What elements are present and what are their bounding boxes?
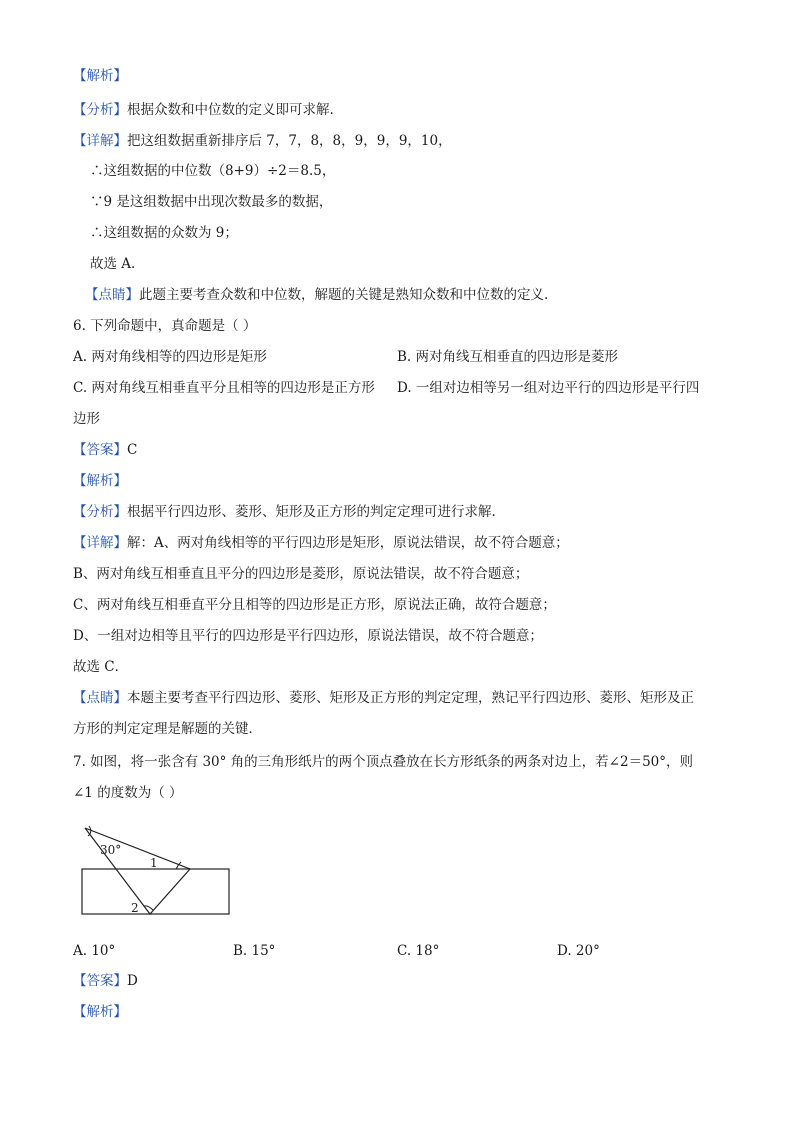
q7-option-d: D. 20°	[557, 943, 600, 959]
q5-step-1: ∴这组数据的中位数（8+9）÷2＝8.5，	[90, 163, 336, 179]
q7-answer-value: D	[127, 973, 138, 989]
q6-choose: 故选 C．	[73, 659, 129, 675]
q6-answer-tag: 【答案】	[73, 442, 127, 458]
triangle-strip-figure	[78, 823, 238, 923]
q5-fenxi-text: 根据众数和中位数的定义即可求解.	[127, 102, 334, 118]
q6-option-c: C. 两对角线互相垂直平分且相等的四边形是正方形	[73, 380, 375, 396]
q7-answer-tag: 【答案】	[73, 973, 127, 989]
q5-answer-line: 故选 A．	[90, 256, 145, 272]
q6-jiexi-heading: 【解析】	[73, 473, 127, 489]
angle-2-label: 2	[131, 901, 139, 915]
q7-stem-cont: ∠1 的度数为（ ）	[73, 785, 183, 801]
angle-1-label: 1	[150, 856, 158, 870]
q7-jiexi-heading: 【解析】	[73, 1004, 127, 1020]
q6-dianjing-cont: 方形的判定定理是解题的关键．	[73, 721, 262, 737]
angle-30-label: 30°	[100, 843, 122, 857]
q6-option-a: A. 两对角线相等的四边形是矩形	[73, 349, 267, 365]
q5-dianjing	[85, 285, 548, 305]
q6-fenxi	[73, 502, 496, 522]
q7-option-a: A. 10°	[73, 943, 116, 959]
q5-fenxi-tag: 【分析】	[73, 102, 127, 118]
q7-option-b: B. 15°	[233, 943, 276, 959]
q6-answer-value: C	[127, 442, 138, 458]
q6-fenxi-text: 根据平行四边形、菱形、矩形及正方形的判定定理可进行求解.	[127, 504, 496, 520]
q5-dianjing-tag: 【点睛】	[85, 287, 139, 303]
q5-jiexi-heading: 【解析】	[73, 68, 127, 84]
q6-line-c: C、两对角线互相垂直平分且相等的四边形是正方形，原说法正确，故符合题意；	[73, 597, 556, 613]
q6-dianjing-tag: 【点睛】	[73, 690, 127, 706]
q5-xiangjie-tag: 【详解】	[73, 133, 127, 149]
q7-option-c: C. 18°	[397, 943, 440, 959]
q6-dianjing	[73, 688, 694, 708]
q5-xiangjie	[73, 131, 452, 151]
q6-line-d: D、一组对边相等且平行的四边形是平行四边形，原说法错误，故不符合题意；	[73, 628, 543, 644]
q6-xiangjie	[73, 533, 569, 553]
q6-fenxi-tag: 【分析】	[73, 504, 127, 520]
q6-xiangjie-tag: 【详解】	[73, 535, 127, 551]
q7-stem: 7. 如图，将一张含有 30° 角的三角形纸片的两个顶点叠放在长方形纸条的两条对边上，若∠2＝50°，则	[73, 754, 694, 770]
q6-dianjing-text: 本题主要考查平行四边形、菱形、矩形及正方形的判定定理，熟记平行四边形、菱形、矩形及正	[127, 690, 694, 706]
q6-answer	[73, 440, 137, 460]
q6-option-d-cont: 边形	[73, 411, 100, 427]
q6-line-b: B、两对角线互相垂直且平分的四边形是菱形，原说法错误，故不符合题意；	[73, 566, 529, 582]
q7-answer	[73, 971, 138, 991]
q5-xiangjie-text: 把这组数据重新排序后 7，7，8，8，9，9，9，10，	[127, 133, 452, 149]
q5-step-2: ∵9 是这组数据中出现次数最多的数据，	[90, 194, 333, 210]
q6-stem: 6. 下列命题中，真命题是（ ）	[73, 318, 257, 334]
q5-step-3: ∴这组数据的众数为 9；	[90, 225, 238, 241]
q6-xiangjie-text: 解：A、两对角线相等的平行四边形是矩形，原说法错误，故不符合题意；	[127, 535, 569, 551]
q6-option-b: B. 两对角线互相垂直的四边形是菱形	[397, 349, 619, 365]
q5-fenxi	[73, 100, 334, 120]
q6-option-d: D. 一组对边相等另一组对边平行的四边形是平行四	[397, 380, 700, 396]
q5-dianjing-text: 此题主要考查众数和中位数，解题的关键是熟知众数和中位数的定义.	[139, 287, 549, 303]
